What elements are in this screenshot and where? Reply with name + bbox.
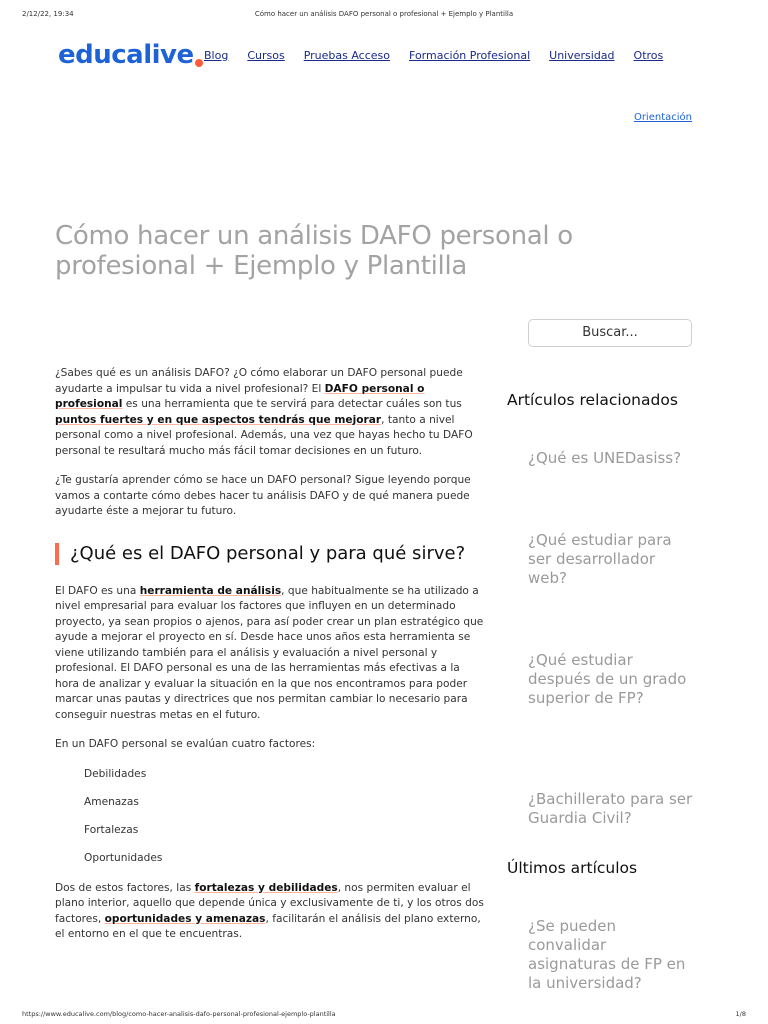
nav-link-otros[interactable]: Otros xyxy=(633,49,664,62)
list-item: Amenazas xyxy=(84,795,139,808)
text-span: Dos de estos factores, las xyxy=(55,881,195,894)
section-paragraph-3 xyxy=(55,881,487,943)
intro-paragraph-1 xyxy=(55,366,487,459)
related-article-link[interactable]: ¿Bachillerato para ser Guardia Civil? xyxy=(528,790,693,827)
nav-link-pruebas-acceso[interactable]: Pruebas Acceso xyxy=(303,49,391,62)
highlight-herramienta: herramienta de análisis xyxy=(139,584,282,597)
latest-heading: Últimos artículos xyxy=(507,859,638,877)
list-item: Debilidades xyxy=(84,767,147,780)
list-item: Fortalezas xyxy=(84,823,139,836)
logo-dot-icon xyxy=(195,59,203,67)
nav-link-universidad[interactable]: Universidad xyxy=(549,49,615,62)
highlight-oportunidades: oportunidades y amenazas xyxy=(104,912,266,925)
intro-paragraph-2: ¿Te gustaría aprender cómo se hace un DAFO personal? Sigue leyendo porque vamos a contarte cómo debes hacer tu análisis DAFO y de qué manera puede ayudarte éste a mejorar tu futuro. xyxy=(55,474,471,517)
search-input[interactable]: Buscar... xyxy=(528,319,692,347)
category-link[interactable]: Orientación xyxy=(633,112,692,123)
print-date: 2/12/22, 19:34 xyxy=(22,10,74,18)
section-heading-text: ¿Qué es el DAFO personal y para qué sirve? xyxy=(70,542,466,564)
nav-link-formacion-profesional[interactable]: Formación Profesional xyxy=(409,49,531,62)
page-title: Cómo hacer un análisis DAFO personal o profesional + Ejemplo y Plantilla xyxy=(55,221,573,281)
list-item: Oportunidades xyxy=(84,852,163,865)
latest-article-link[interactable]: ¿Se pueden convalidar asignaturas de FP en la universidad? xyxy=(528,917,686,992)
section-heading xyxy=(55,542,487,566)
highlight-fortalezas: fortalezas y debilidades xyxy=(194,881,338,894)
article-body xyxy=(55,366,487,957)
related-article-link[interactable]: ¿Qué estudiar después de un grado superior de FP? xyxy=(528,651,687,707)
text-span: , facilitarán el análisis del plano externo, el entorno en el que te encuentras. xyxy=(55,912,481,941)
nav-link-cursos[interactable]: Cursos xyxy=(247,49,285,62)
text-span: ¿Sabes qué es un análisis DAFO? ¿O cómo elaborar un DAFO personal puede ayudarte a impulsar tu vida a nivel profesional? El xyxy=(55,367,463,395)
related-heading: Artículos relacionados xyxy=(507,391,678,409)
section-paragraph-1 xyxy=(55,584,487,724)
text-span: , nos permiten evaluar el plano interior, aquello que depende única y exclusivamente de ti, y los otros dos factores, xyxy=(55,881,484,925)
logo-text: educalive xyxy=(58,40,194,70)
section-paragraph-2: En un DAFO personal se evalúan cuatro factores: xyxy=(55,738,316,750)
factors-list xyxy=(55,767,487,867)
heading-accent-bar xyxy=(55,543,59,565)
print-url: https://www.educalive.com/blog/como-hacer-analisis-dafo-personal-profesional-ejemplo-plantilla xyxy=(22,1010,336,1018)
related-article-link[interactable]: ¿Qué es UNEDasiss? xyxy=(528,449,682,467)
main-nav xyxy=(204,49,682,62)
nav-link-blog[interactable]: Blog xyxy=(204,49,229,62)
highlight-puntos-fuertes: puntos fuertes y en que aspectos tendrás que mejorar xyxy=(55,413,382,426)
site-header xyxy=(58,40,710,74)
related-article-link[interactable]: ¿Qué estudiar para ser desarrollador web? xyxy=(528,531,672,587)
print-doc-title: Cómo hacer un análisis DAFO personal o profesional + Ejemplo y Plantilla xyxy=(254,10,514,18)
text-span: , que habitualmente se ha utilizado a nivel empresarial para evaluar los factores que influyen en un determinado proyecto, ya sean propios o ajenos, para así poder crear un plan estratégico que ayude a mejorar el proyecto en sí. Desde hace unos años esta herramienta se viene utilizando también para el análisis y evaluación a nivel personal y profesional. El DAFO personal es una de las herramientas más efectivas a la hora de analizar y evaluar la situación en la que nos encontramos para poder marcar unas pautas y directrices que nos permitan cambiar lo necesario para conseguir nuestras metas en el futuro. xyxy=(55,584,484,721)
text-span: es una herramienta que te servirá para detectar cuáles son tus xyxy=(122,398,462,410)
page-number: 1/8 xyxy=(735,1010,746,1018)
print-header xyxy=(22,10,746,22)
highlight-dafo-personal: DAFO personal o profesional xyxy=(55,382,425,410)
text-span: , tanto a nivel personal como a nivel profesional. Además, una vez que hayas hecho tu DAFO personal te resultará mucho más fácil tomar decisiones en un futuro. xyxy=(55,413,473,457)
text-span: El DAFO es una xyxy=(55,584,140,597)
site-logo[interactable] xyxy=(58,40,203,70)
